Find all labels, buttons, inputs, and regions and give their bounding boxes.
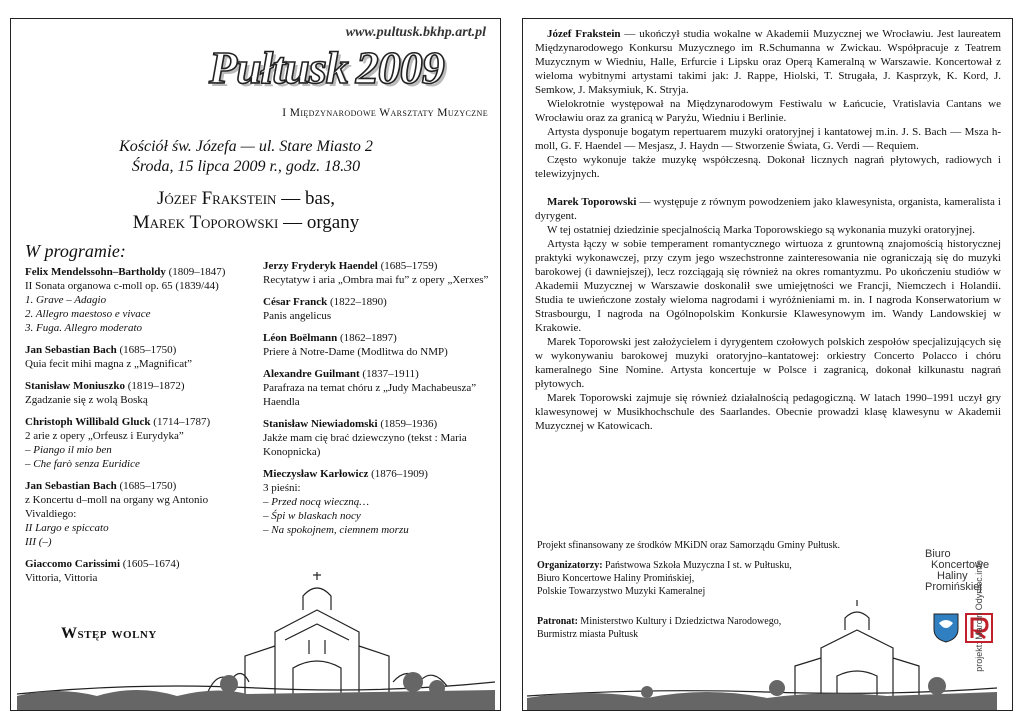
organizers [537,559,917,598]
composer-name: Giaccomo Carissimi [25,558,121,570]
composer-name: Alexandre Guilmant [263,368,360,380]
performer-name: Marek Toporowski [132,212,279,233]
biographies [535,27,1001,433]
venue-date [11,137,481,177]
program-item [263,295,489,323]
work-title: Zgadzanie się z wolą Boską [25,394,148,406]
program-item [263,417,489,459]
program-item [263,259,489,287]
patron-item: Ministerstwo Kultury i Dziedzictwa Narodowego, [577,616,782,627]
bio-paragraph [535,153,1001,181]
logo-name: Pułtusk [209,42,348,93]
organizer-item: Polskie Towarzystwo Muzyki Kameralnej [537,586,706,597]
biuro-logo-line: Koncertowe [931,559,990,571]
bio-paragraph [535,27,1001,97]
work-title: Priere à Notre-Dame (Modlitwa do NMP) [263,346,448,358]
bio-paragraph [535,237,1001,335]
program-item [25,479,253,549]
performers [11,187,481,235]
composer-name: Felix Mendelssohn–Bartholdy [25,266,166,278]
bio-text: — występuje z równym powodzeniem jako klawesynista, organista, kameralista i dyrygent. [535,196,1001,222]
free-entry: Wstęp wolny [61,625,157,642]
composer-dates: (1819–1872) [124,380,185,392]
bio-paragraph [535,223,1001,237]
work-movement: 1. Grave – Adagio [25,294,107,306]
performer-role: — bas, [276,188,336,209]
work-movement: – Piango il mio ben [25,444,112,456]
composer-name: Mieczysław Karłowicz [263,468,369,480]
composer-dates: (1714–1787) [150,416,211,428]
bio-toporowski [535,195,1001,433]
bio-text: Artysta łączy w sobie temperament romantycznego wirtuoza z gruntowną znajomością historycznej praktyki wykonawczej, przy czym jego wszechstronne zainteresowania nie ograniczają się do muzyki barokowej (i dawniejszej), lecz rozciągają się również na okres romantyzmu. Po ukończeniu studiów w Akademii Muzycznej w Warszawie doskonalił swe umiejętności we Francji, Niemczech i Holandii. Studia te uwieńczone zostały wieloma nagrodami i wyróżnieniami m. in. I nagroda Konserwatorium w Strasbourgu, I nagroda na Ogólnopolskim Konkursie Klawesynowym im. Wandy Landowskiej w Krakowie. [535,238,1001,334]
church-illustration [17,570,495,710]
organizer-item: Biuro Koncertowe Haliny Promińskiej, [537,573,695,584]
composer-dates: (1862–1897) [337,332,397,344]
composer-name: Christoph Willibald Gluck [25,416,151,428]
composer-name: Jan Sebastian Bach [25,344,117,356]
work-movement: II Largo e spiccato [25,522,109,534]
church-illustration-small [527,600,997,710]
funding-note: Projekt sfinansowany ze środków MKiDN oraz Samorządu Gminy Pułtusk. [537,540,841,551]
composer-dates: (1837–1911) [359,368,419,380]
festival-logo [209,41,444,94]
work-movement: 3. Fuga. Allegro moderato [25,322,143,334]
program-heading: W programie: [25,241,126,261]
composer-dates: (1876–1909) [368,468,428,480]
composer-name: Stanisław Moniuszko [25,380,125,392]
patrons-label: Patronat: [537,616,578,627]
website-url[interactable]: www.pultusk.bkhp.art.pl [345,25,486,40]
bio-name: Józef Frakstein [547,28,621,40]
program-column-b [263,259,489,545]
composer-dates: (1685–1750) [116,344,177,356]
logo-year: 2009 [355,42,444,93]
bio-text: Często wykonuje także muzykę współczesną. Dokonał licznych nagrań płytowych, radiowych i telewizyjnych. [535,154,1001,180]
program-item [263,331,489,359]
work-movement: 2. Allegro maestoso e vivace [25,308,151,320]
program-item [263,467,489,537]
program-column-a [25,265,253,593]
work-title: 2 arie z opery „Orfeusz i Eurydyka” [25,430,184,442]
composer-dates: (1605–1674) [120,558,180,570]
bio-frakstein [535,27,1001,181]
bio-paragraph [535,195,1001,223]
composer-dates: (1809–1847) [165,266,226,278]
work-title: z Koncertu d–moll na organy wg Antonio Vivaldiego: [25,494,209,520]
biuro-logo-line: Biuro [925,548,951,560]
design-credit [973,539,1011,707]
composer-name: Jerzy Fryderyk Haendel [263,260,378,272]
composer-name: Stanisław Niewiadomski [263,418,378,430]
bio-name: Marek Toporowski [547,196,637,208]
work-title: Panis angelicus [263,310,332,322]
bio-paragraph [535,391,1001,433]
program-item [25,415,253,471]
program-item [25,343,253,371]
patron-item: Burmistrz miasta Pułtusk [537,629,639,640]
work-movement: – Na spokojnem, ciemnem morzu [263,524,409,536]
performer-name: Józef Frakstein [156,188,277,209]
work-movement: – Śpi w blaskach nocy [263,510,361,522]
bio-text: Artysta dysponuje bogatym repertuarem muzyki oratoryjnej i kantatowej m.in. J. S. Bach — Msza h-moll, G. F. Haendel — Mesjasz, J. Haydn — Stworzenie Świata, G. Verdi — Requiem. [535,126,1001,152]
work-title: II Sonata organowa c-moll op. 65 (1839/44) [25,280,219,292]
venue: Kościół św. Józefa — ul. Stare Miasto 2 [119,138,373,155]
biuro-logo-line: Promińskiej [925,581,982,593]
performer-1 [11,187,481,211]
composer-dates: (1685–1750) [116,480,177,492]
right-page [522,18,1013,711]
work-movement: – Che farò senza Euridice [25,458,140,470]
composer-dates: (1859–1936) [377,418,438,430]
date-time: Środa, 15 lipca 2009 r., godz. 18.30 [131,158,361,175]
composer-name: César Franck [263,296,328,308]
composer-dates: (1822–1890) [327,296,387,308]
program-item [25,265,253,335]
bio-paragraph [535,125,1001,153]
bio-paragraph [535,335,1001,391]
bio-text: — ukończył studia wokalne w Akademii Muzycznej we Wrocławiu. Jest laureatem Międzynarodowego Konkursu Muzycznego im R.Schumanna w Zwickau. Współpracuje z Teatrem Muzycznym w Wiedniu, Halle, Erfurcie i Lipsku oraz Operą Kameralną w Warszawie. Koncertował z wieloma wybitnymi artystami takimi jak: J. Rappe, Hiolski, T. Strugała, J. Kasprzyk, K. Kord, J. Semkow, J. Maksymiuk, K. Stryja. [535,28,1001,96]
left-page [10,18,501,711]
program-item [263,367,489,409]
composer-name: Jan Sebastian Bach [25,480,117,492]
work-title: Recytatyw i aria „Ombra mai fu” z opery „Xerxes” [263,274,489,286]
credit-text: projekt: Marcin Odyniec.info [973,560,984,672]
organizers-label: Organizatorzy: [537,560,603,571]
work-movement: III (–) [25,536,52,548]
composer-name: Léon Boëlmann [263,332,338,344]
composer-dates: (1685–1759) [377,260,438,272]
bio-text: Wielokrotnie występował na Międzynarodowym Festiwalu w Łańcucie, Vratislavia Cantans we Wrocławiu oraz za granicą w Paryżu, Wiedniu i Berlinie. [535,98,1001,124]
bio-paragraph [535,97,1001,125]
biuro-logo [925,549,995,593]
organizer-item: Państwowa Szkoła Muzyczna I st. w Pułtusku, [602,560,792,571]
work-title: Parafraza na temat chóru z „Judy Machabeusza” Haendla [263,382,477,408]
work-movement: – Przed nocą wieczną… [263,496,370,508]
program-item [25,379,253,407]
performer-role: — organy [278,212,360,233]
performer-2 [11,211,481,235]
biuro-logo-line: Haliny [937,570,968,582]
bio-text: W tej ostatniej dziedzinie specjalnością Marka Toporowskiego są wykonania muzyki oratoryjnej. [547,224,976,236]
bio-text: Marek Toporowski jest założycielem i dyrygentem czołowych polskich zespołów specjalizujących się w wykonywaniu barokowej muzyki oratoryjno–kantatowej: orkiestry Concerto Polacco i chóru kameralnego Sine Nomine. Artysta koncertuje w Polsce i zagranicą, dokonał kilkunastu nagrań płytowych. [535,336,1001,390]
work-title: Quia fecit mihi magna z „Magnificat” [25,358,193,370]
workshop-title: I Międzynarodowe Warsztaty Muzyczne [282,107,488,119]
work-title: Vittoria, Vittoria [25,572,98,584]
work-title: Jakże mam cię brać dziewczyno (tekst : Maria Konopnicka) [263,432,467,458]
work-title: 3 pieśni: [263,482,301,494]
bio-text: Marek Toporowski zajmuje się również działalnością pedagogiczną. W latach 1990–1991 uczył gry klawesynowej w Musikhochschule des Saarlandes. Obecnie prowadzi klasę klawesynu w Akademii Muzycznej w Katowicach. [535,392,1001,432]
